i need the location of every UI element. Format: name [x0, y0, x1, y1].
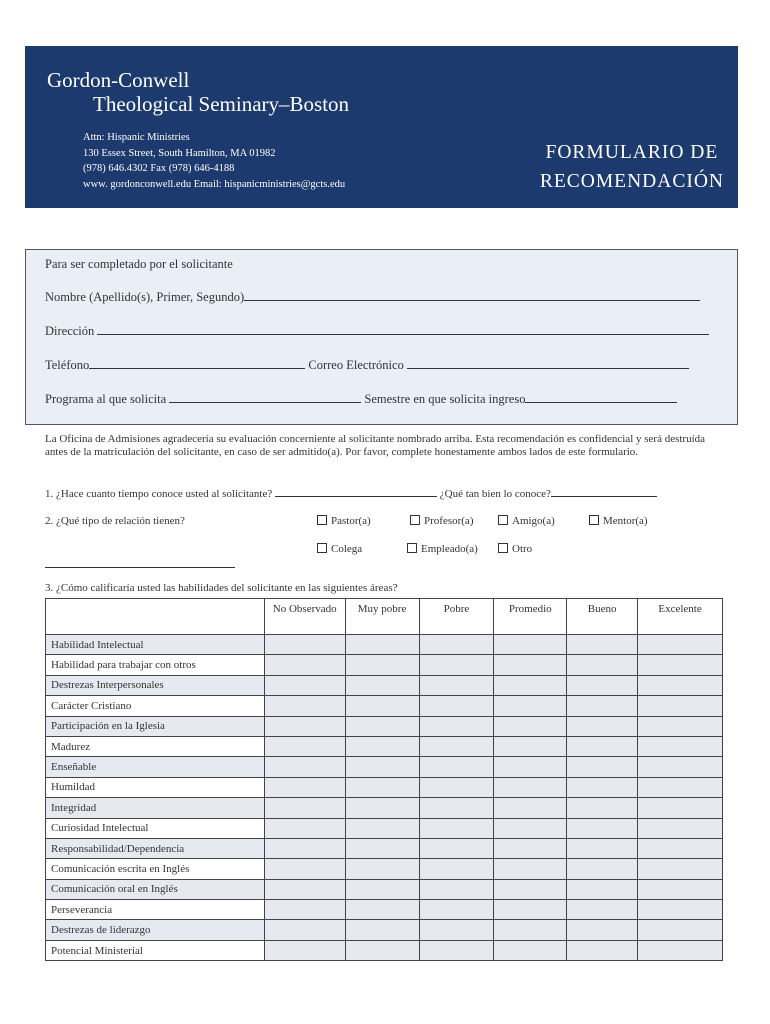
name-label: Nombre (Apellido(s), Primer, Segundo): [45, 290, 245, 304]
name-field-row: [45, 290, 700, 305]
rating-cell[interactable]: [419, 716, 494, 736]
option-empleado[interactable]: [407, 543, 478, 555]
table-row: [46, 675, 723, 695]
skill-label: Destrezas de liderazgo: [46, 920, 265, 940]
address-line: (978) 646.4302 Fax (978) 646-4188: [83, 163, 235, 174]
rating-cell[interactable]: [638, 736, 723, 756]
program-semester-row: [45, 392, 677, 407]
rating-cell[interactable]: [419, 757, 494, 777]
rating-cell[interactable]: [345, 920, 419, 940]
rating-table: [45, 598, 723, 961]
rating-cell[interactable]: [494, 736, 567, 756]
option-label: Mentor(a): [603, 515, 648, 527]
table-row: [46, 736, 723, 756]
checkbox[interactable]: [317, 543, 327, 553]
rating-cell[interactable]: [567, 838, 638, 858]
rating-cell[interactable]: [638, 777, 723, 797]
rating-cell[interactable]: [345, 635, 419, 655]
checkbox[interactable]: [589, 515, 599, 525]
rating-cell[interactable]: [264, 635, 345, 655]
rating-cell[interactable]: [345, 798, 419, 818]
rating-cell[interactable]: [264, 818, 345, 838]
rating-cell[interactable]: [494, 859, 567, 879]
address-line: www. gordonconwell.edu Email: hispanicministries@gcts.edu: [83, 178, 346, 190]
option-label: Profesor(a): [424, 515, 474, 527]
option-label: Colega: [331, 543, 363, 555]
table-row: [46, 757, 723, 777]
checkbox[interactable]: [317, 515, 327, 525]
rating-cell[interactable]: [638, 635, 723, 655]
rating-cell[interactable]: [345, 900, 419, 920]
skill-label: Responsabilidad/Dependencia: [46, 838, 265, 858]
name-field[interactable]: [244, 290, 700, 301]
rating-cell[interactable]: [567, 798, 638, 818]
question1-row: [45, 486, 657, 500]
rating-cell[interactable]: [494, 716, 567, 736]
applicant-section-heading: Para ser completado por el solicitante: [45, 257, 233, 271]
rating-cell[interactable]: [567, 879, 638, 899]
phone-field[interactable]: [89, 358, 305, 369]
skill-label: Destrezas Interpersonales: [46, 675, 265, 695]
rating-cell[interactable]: [494, 655, 567, 675]
address-line: Attn: Hispanic Ministries: [83, 132, 190, 143]
skill-label: Comunicación escrita en Inglés: [46, 859, 265, 879]
rating-cell[interactable]: [264, 696, 345, 716]
checkbox[interactable]: [407, 543, 417, 553]
rating-cell[interactable]: [567, 777, 638, 797]
rating-cell[interactable]: [419, 838, 494, 858]
rating-cell[interactable]: [345, 818, 419, 838]
option-pastor[interactable]: [317, 515, 371, 527]
question1-followup-field[interactable]: [551, 486, 657, 497]
rating-cell[interactable]: [638, 879, 723, 899]
column-header: Bueno: [567, 599, 638, 635]
form-title-line2: RECOMENDACIÓN: [539, 171, 724, 192]
contact-address-block: [83, 130, 345, 192]
option-mentor[interactable]: [589, 515, 648, 527]
institution-name-line1: Gordon-Conwell: [47, 68, 190, 92]
table-row: [46, 859, 723, 879]
column-header: No Observado: [264, 599, 345, 635]
rating-cell[interactable]: [567, 920, 638, 940]
rating-cell[interactable]: [638, 798, 723, 818]
rating-cell[interactable]: [567, 940, 638, 960]
skill-label: Participación en la Iglesia: [46, 716, 265, 736]
rating-cell[interactable]: [345, 675, 419, 695]
rating-cell[interactable]: [494, 838, 567, 858]
rating-cell[interactable]: [638, 818, 723, 838]
option-label: Empleado(a): [421, 543, 478, 555]
skill-label: Perseverancia: [46, 900, 265, 920]
skill-label: Comunicación oral en Inglés: [46, 879, 265, 899]
rating-cell[interactable]: [264, 900, 345, 920]
rating-cell[interactable]: [494, 675, 567, 695]
column-header: Pobre: [419, 599, 494, 635]
address-line: 130 Essex Street, South Hamilton, MA 01982: [83, 147, 276, 159]
rating-cell[interactable]: [264, 736, 345, 756]
rating-cell[interactable]: [494, 818, 567, 838]
rating-cell[interactable]: [567, 655, 638, 675]
rating-cell[interactable]: [567, 696, 638, 716]
phone-email-row: [45, 358, 689, 373]
rating-cell[interactable]: [264, 675, 345, 695]
program-label: Programa al que solicita: [45, 392, 167, 406]
table-row: [46, 635, 723, 655]
rating-cell[interactable]: [567, 635, 638, 655]
rating-cell[interactable]: [567, 716, 638, 736]
skill-label: Habilidad Intelectual: [46, 635, 265, 655]
rating-cell[interactable]: [419, 736, 494, 756]
applicant-section: [25, 249, 738, 425]
question1-followup-label: ¿Qué tan bien lo conoce?: [439, 488, 551, 500]
skill-label: Enseñable: [46, 757, 265, 777]
rating-cell[interactable]: [264, 716, 345, 736]
rating-cell[interactable]: [419, 818, 494, 838]
rating-cell[interactable]: [345, 838, 419, 858]
rating-cell[interactable]: [264, 777, 345, 797]
rating-cell[interactable]: [567, 757, 638, 777]
rating-cell[interactable]: [494, 940, 567, 960]
option-label: Otro: [512, 543, 533, 555]
table-row: [46, 920, 723, 940]
rating-cell[interactable]: [419, 696, 494, 716]
rating-cell[interactable]: [494, 757, 567, 777]
rating-cell[interactable]: [638, 757, 723, 777]
rating-cell[interactable]: [638, 940, 723, 960]
rating-cell[interactable]: [419, 940, 494, 960]
rating-cell[interactable]: [494, 920, 567, 940]
rating-cell[interactable]: [638, 900, 723, 920]
rating-cell[interactable]: [345, 655, 419, 675]
rating-cell[interactable]: [419, 777, 494, 797]
question2-label: 2. ¿Qué tipo de relación tienen?: [45, 515, 185, 527]
checkbox[interactable]: [498, 543, 508, 553]
rating-cell[interactable]: [494, 696, 567, 716]
institution-name-line2: Theological Seminary–Boston: [93, 92, 350, 116]
rating-cell[interactable]: [494, 798, 567, 818]
rating-cell[interactable]: [419, 635, 494, 655]
address-field-row: [45, 324, 709, 339]
other-relationship-field[interactable]: [45, 567, 235, 568]
rating-cell[interactable]: [567, 675, 638, 695]
skill-label: Madurez: [46, 736, 265, 756]
rating-cell[interactable]: [638, 859, 723, 879]
rating-cell[interactable]: [419, 879, 494, 899]
rating-cell[interactable]: [264, 859, 345, 879]
skill-label: Humildad: [46, 777, 265, 797]
rating-cell[interactable]: [638, 838, 723, 858]
semester-label: Semestre en que solicita ingreso: [364, 392, 526, 406]
rating-cell[interactable]: [419, 900, 494, 920]
table-row: [46, 940, 723, 960]
rating-cell[interactable]: [638, 675, 723, 695]
rating-cell[interactable]: [345, 777, 419, 797]
rating-cell[interactable]: [419, 655, 494, 675]
question1-label: 1. ¿Hace cuanto tiempo conoce usted al solicitante?: [45, 488, 273, 500]
rating-cell[interactable]: [264, 798, 345, 818]
rating-cell[interactable]: [264, 940, 345, 960]
address-field[interactable]: [97, 324, 709, 335]
rating-table-body: [46, 635, 723, 961]
table-row: [46, 696, 723, 716]
option-profesor[interactable]: [410, 515, 473, 527]
column-header: Promedio: [494, 599, 567, 635]
checkbox[interactable]: [410, 515, 420, 525]
rating-cell[interactable]: [419, 798, 494, 818]
rating-cell[interactable]: [345, 736, 419, 756]
intro-paragraph: La Oficina de Admisiones agradecería su evaluación concerniente al solicitante nombrado arriba. Esta recomendación es confidencial y será destruída antes de la matriculación del solicitante, en caso de ser admitido(a). Por favor, complete honestamente ambos lados de este formulario.: [45, 433, 706, 458]
option-colega[interactable]: [317, 543, 362, 555]
email-field[interactable]: [407, 358, 689, 369]
column-header: Muy pobre: [345, 599, 419, 635]
program-field[interactable]: [169, 392, 361, 403]
table-row: [46, 838, 723, 858]
skill-label: Integridad: [46, 798, 265, 818]
rating-cell[interactable]: [638, 716, 723, 736]
skill-label: Potencial Ministerial: [46, 940, 265, 960]
rating-cell[interactable]: [264, 920, 345, 940]
rating-cell[interactable]: [638, 696, 723, 716]
rating-cell[interactable]: [345, 696, 419, 716]
skill-label: Carácter Cristiano: [46, 696, 265, 716]
rating-cell[interactable]: [494, 900, 567, 920]
table-row: [46, 818, 723, 838]
table-row: [46, 655, 723, 675]
phone-label: Teléfono: [45, 358, 90, 372]
rating-cell[interactable]: [345, 757, 419, 777]
rating-cell[interactable]: [345, 859, 419, 879]
column-header-skill: [46, 599, 265, 635]
option-amigo[interactable]: [498, 515, 555, 527]
header-banner: [25, 46, 738, 208]
rating-cell[interactable]: [567, 818, 638, 838]
question3-label: 3. ¿Cómo calificaría usted las habilidades del solicitante en las siguientes áreas?: [45, 582, 398, 594]
semester-field[interactable]: [525, 392, 677, 403]
rating-cell[interactable]: [264, 838, 345, 858]
rating-cell[interactable]: [419, 859, 494, 879]
column-header: Excelente: [638, 599, 723, 635]
rating-cell[interactable]: [419, 675, 494, 695]
rating-cell[interactable]: [638, 920, 723, 940]
rating-cell[interactable]: [345, 879, 419, 899]
rating-cell[interactable]: [264, 879, 345, 899]
option-otro[interactable]: [498, 543, 532, 555]
rating-cell[interactable]: [419, 920, 494, 940]
table-row: [46, 777, 723, 797]
rating-cell[interactable]: [567, 900, 638, 920]
option-label: Pastor(a): [331, 515, 371, 527]
skill-label: Curiosidad Intelectual: [46, 818, 265, 838]
rating-cell[interactable]: [264, 655, 345, 675]
question1-field[interactable]: [275, 486, 437, 497]
rating-cell[interactable]: [567, 859, 638, 879]
rating-cell[interactable]: [264, 757, 345, 777]
rating-cell[interactable]: [638, 655, 723, 675]
checkbox[interactable]: [498, 515, 508, 525]
table-row: [46, 798, 723, 818]
option-label: Amigo(a): [512, 515, 555, 527]
form-title-line1: FORMULARIO DE: [545, 142, 719, 163]
form-title: [540, 138, 724, 196]
rating-cell[interactable]: [494, 635, 567, 655]
rating-cell[interactable]: [345, 940, 419, 960]
rating-cell[interactable]: [567, 736, 638, 756]
table-header-row: [46, 599, 723, 635]
email-label: Correo Electrónico: [308, 358, 404, 372]
table-row: [46, 716, 723, 736]
rating-cell[interactable]: [494, 777, 567, 797]
table-row: [46, 879, 723, 899]
rating-cell[interactable]: [494, 879, 567, 899]
address-label: Dirección: [45, 324, 95, 338]
skill-label: Habilidad para trabajar con otros: [46, 655, 265, 675]
rating-cell[interactable]: [345, 716, 419, 736]
table-row: [46, 900, 723, 920]
